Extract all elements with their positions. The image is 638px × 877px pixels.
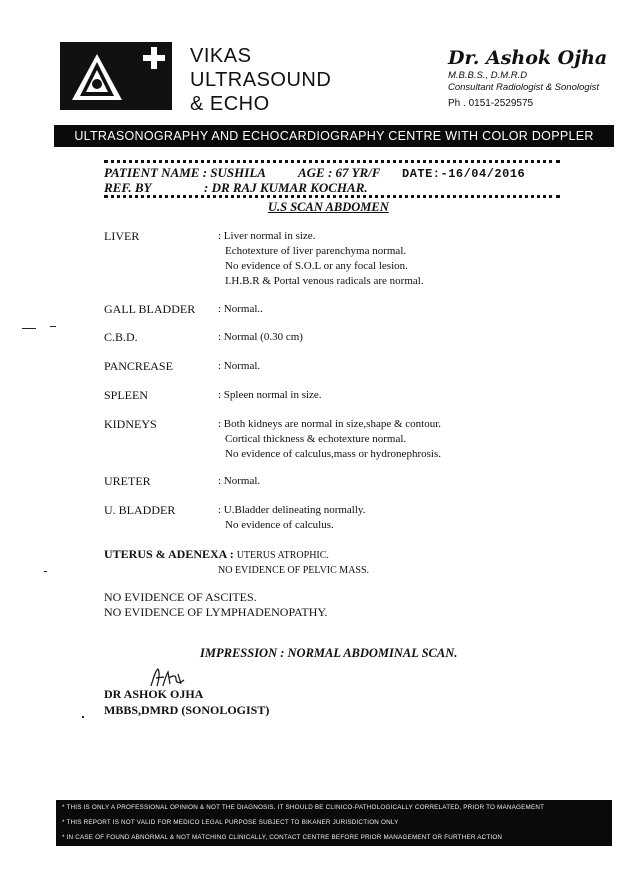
general-line: NO EVIDENCE OF ASCITES. (104, 590, 257, 604)
scan-speck (44, 571, 47, 572)
signoff-name: DR ASHOK OJHA (104, 687, 204, 701)
finding-value (218, 417, 441, 462)
general-line: NO EVIDENCE OF LYMPHADENOPATHY. (104, 605, 328, 619)
brand-line: & ECHO (190, 93, 270, 115)
brand-line: ULTRASOUND (190, 69, 332, 91)
disclaimer-line: * THIS IS ONLY A PROFESSIONAL OPINION & NOT THE DIAGNOSIS. IT SHOULD BE CLINICO-PATHOLOGICALLY CORRELATED, PRIOR TO MANAGEMENT (62, 804, 545, 811)
doctor-block (448, 46, 607, 111)
brand-line: VIKAS (190, 45, 252, 67)
finding-value (218, 359, 260, 374)
uterus-label: UTERUS & ADENEXA : (104, 547, 234, 561)
finding-line: : Normal. (218, 360, 261, 372)
dotted-divider (104, 160, 560, 163)
disclaimer-line: * IN CASE OF FOUND ABNORMAL & NOT MATCHING CLINICALLY, CONTACT CENTRE BEFORE PRIOR MANAGEMENT OR FURTHER ACTION (62, 834, 503, 841)
finding-label: U. BLADDER (104, 503, 176, 517)
finding-line: : Normal. (218, 475, 261, 487)
finding-value (218, 330, 303, 345)
finding-line: : Spleen normal in size. (218, 389, 322, 401)
report-date: DATE:-16/04/2016 (402, 167, 526, 181)
finding-line: : Liver normal in size. (218, 230, 316, 242)
dotted-divider (104, 195, 560, 198)
finding-line: : Normal.. (218, 303, 263, 315)
finding-line: Cortical thickness & echotexture normal. (225, 433, 407, 445)
finding-line: No evidence of calculus. (225, 519, 334, 531)
finding-value (218, 474, 260, 489)
finding-value (218, 388, 322, 403)
finding-label: KIDNEYS (104, 417, 157, 431)
signoff (104, 686, 269, 718)
ultrasound-scan-icon (66, 48, 128, 104)
clinic-logo (60, 42, 172, 110)
finding-line: : Normal (0.30 cm) (218, 331, 303, 343)
finding-value (218, 302, 263, 317)
patient-age: AGE : 67 YR/F (298, 165, 381, 180)
signoff-qualification: MBBS,DMRD (SONOLOGIST) (104, 703, 270, 717)
scan-speck (82, 716, 84, 718)
finding-label: C.B.D. (104, 330, 138, 344)
disclaimer-footer (56, 800, 612, 846)
finding-line: Echotexture of liver parenchyma normal. (225, 245, 407, 257)
finding-line: : U.Bladder delineating normally. (218, 504, 366, 516)
clinic-phone: Ph . 0151-2529575 (448, 98, 534, 109)
general-findings (104, 590, 327, 620)
finding-value (218, 229, 424, 289)
doctor-degree: M.B.B.S., D.M.R.D (448, 70, 528, 81)
ref-doctor: : DR RAJ KUMAR KOCHAR. (204, 180, 368, 195)
centre-banner: ULTRASONOGRAPHY AND ECHOCARDIOGRAPHY CENTRE WITH COLOR DOPPLER (54, 125, 614, 147)
finding-label: GALL BLADDER (104, 302, 196, 316)
finding-line: : Both kidneys are normal in size,shape & contour. (218, 418, 442, 430)
finding-label: SPLEEN (104, 388, 149, 402)
finding-label: PANCREASE (104, 359, 173, 373)
doctor-name: Dr. Ashok Ojha (448, 47, 608, 69)
clinic-name (190, 44, 331, 116)
uterus-line: UTERUS ATROPHIC. (236, 550, 329, 561)
scan-speck (50, 326, 56, 327)
ref-label: REF. BY (104, 180, 152, 195)
medical-cross-icon (142, 46, 166, 70)
finding-line: I.H.B.R & Portal venous radicals are normal. (225, 275, 424, 287)
patient-name: PATIENT NAME : SUSHILA (104, 165, 266, 180)
finding-label: LIVER (104, 229, 140, 243)
uterus-line: NO EVIDENCE OF PELVIC MASS. (218, 565, 370, 576)
finding-uterus-adnexa (104, 547, 369, 578)
finding-value (218, 503, 365, 533)
scan-speck (22, 328, 36, 329)
finding-label: URETER (104, 474, 151, 488)
impression: IMPRESSION : NORMAL ABDOMINAL SCAN. (200, 646, 458, 660)
report-title: U.S SCAN ABDOMEN (268, 200, 389, 214)
finding-line: No evidence of calculus,mass or hydronephrosis. (225, 448, 441, 460)
doctor-title: Consultant Radiologist & Sonologist (448, 82, 600, 93)
finding-line: No evidence of S.O.L or any focal lesion. (225, 260, 408, 272)
disclaimer-line: * THIS REPORT IS NOT VALID FOR MEDICO LEGAL PURPOSE SUBJECT TO BIKANER JURISDICTION ONLY (62, 819, 399, 826)
